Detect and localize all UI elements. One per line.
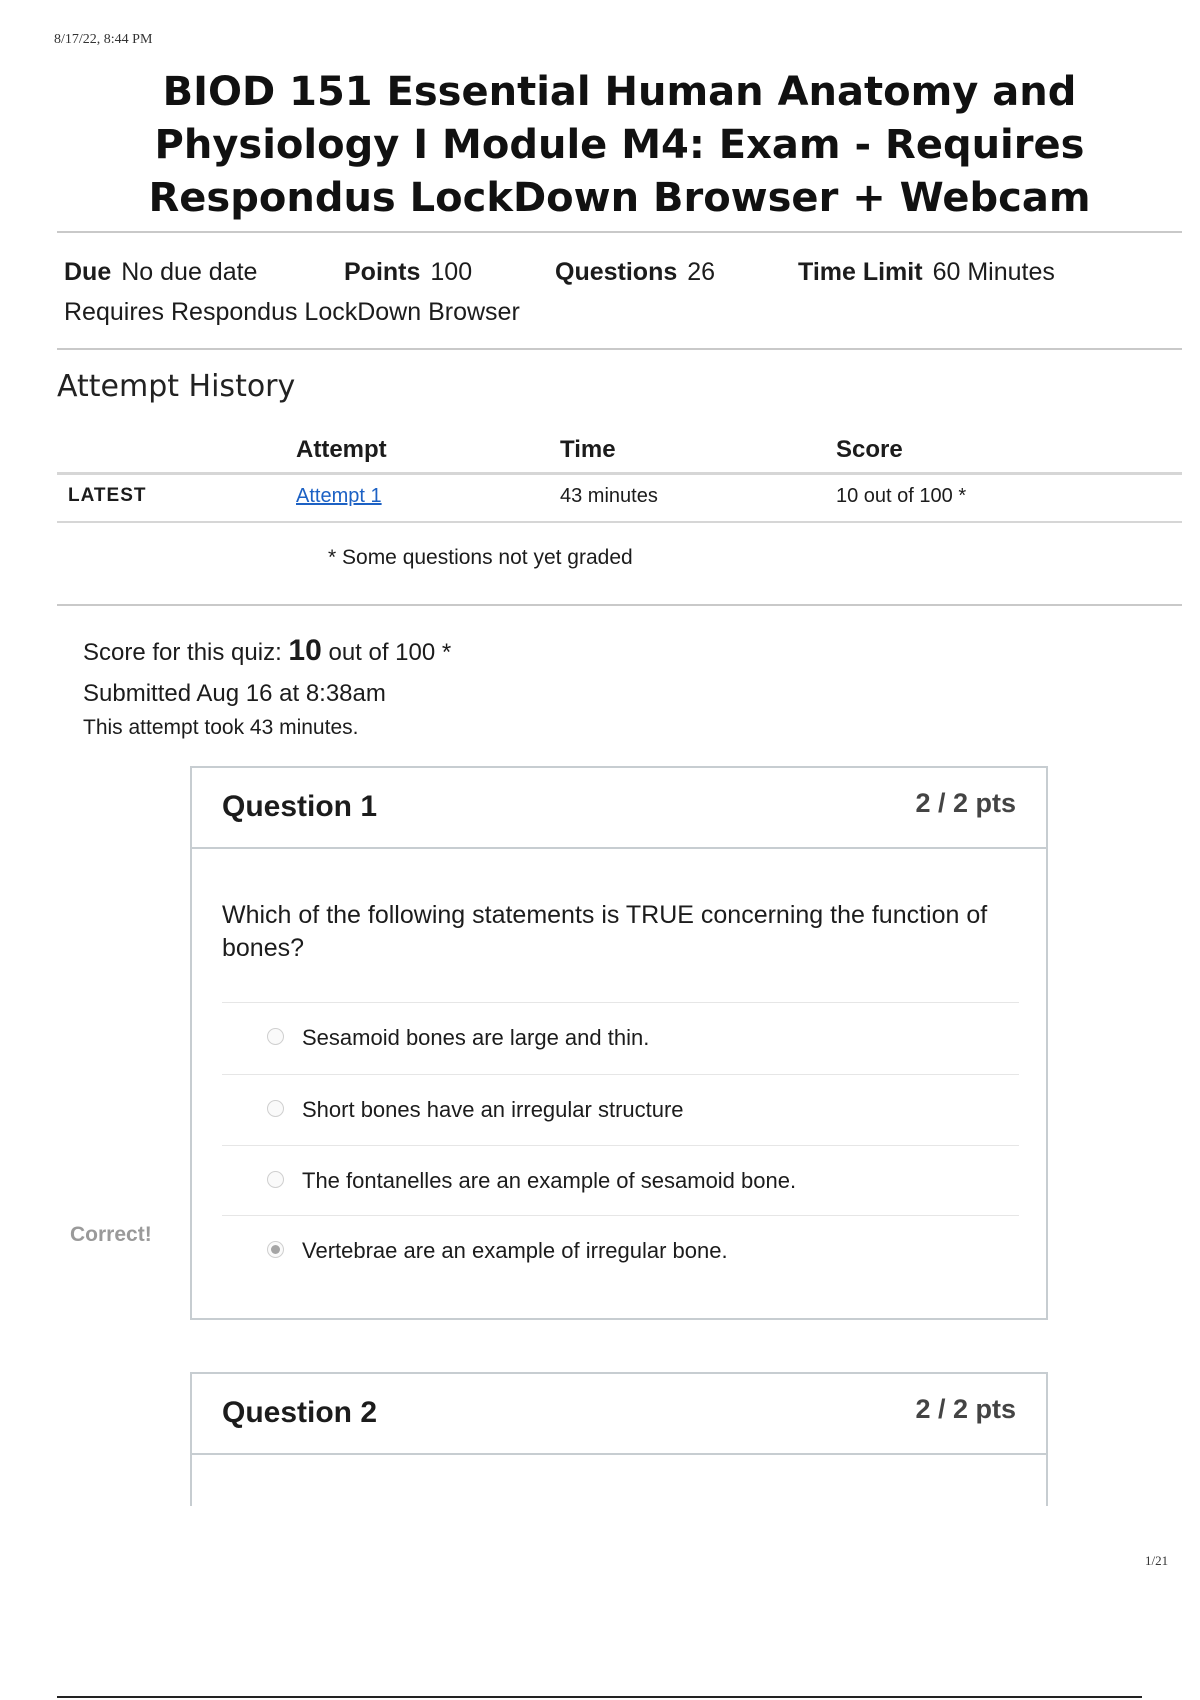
page-number: 1/21: [1145, 1553, 1169, 1568]
lockdown-note: Requires Respondus LockDown Browser: [64, 298, 520, 326]
question-2-card: [190, 1372, 1048, 1506]
radio-button[interactable]: [267, 1028, 284, 1045]
meta-points: Points 100: [344, 258, 473, 286]
answer-option[interactable]: [222, 1074, 1019, 1145]
question-1-card: [190, 766, 1048, 1320]
column-time: Time: [560, 436, 616, 463]
title-divider: [57, 231, 1182, 233]
due-value: No due date: [121, 258, 258, 286]
question-text: Which of the following statements is TRUE concerning the function of bones?: [222, 901, 988, 962]
answer-option[interactable]: [222, 1002, 1019, 1073]
radio-button[interactable]: [267, 1100, 284, 1117]
column-score: Score: [836, 436, 903, 463]
time-limit-value: 60 Minutes: [932, 258, 1055, 286]
quiz-score-value: 10: [288, 634, 322, 667]
history-divider: [57, 604, 1182, 606]
points-value: 100: [430, 258, 473, 286]
answer-label: Vertebrae are an example of irregular bone.: [302, 1238, 728, 1263]
print-date: 8/17/22, 8:44 PM: [54, 32, 153, 47]
answer-label: The fontanelles are an example of sesamoid bone.: [302, 1168, 797, 1193]
meta-questions: Questions 26: [555, 258, 716, 286]
question-header: [192, 768, 1046, 849]
column-attempt: Attempt: [296, 436, 387, 463]
attempt-duration: This attempt took 43 minutes.: [83, 716, 359, 739]
table-row-rule: [57, 521, 1182, 523]
question-title: Question 1: [222, 790, 378, 823]
answer-label: Sesamoid bones are large and thin.: [302, 1025, 650, 1050]
question-points: 2 / 2 pts: [915, 1394, 1016, 1424]
attempt-1-link[interactable]: Attempt 1: [296, 485, 382, 507]
radio-button[interactable]: [267, 1171, 284, 1188]
question-title: Question 2: [222, 1396, 378, 1429]
page-bottom-rule: [57, 1696, 1142, 1698]
latest-badge: LATEST: [68, 485, 147, 506]
answer-label: Short bones have an irregular structure: [302, 1097, 684, 1122]
meta-due: Due No due date: [64, 258, 258, 286]
meta-time-limit: Time Limit 60 Minutes: [798, 258, 1055, 286]
table-header-rule: [57, 472, 1182, 475]
question-header: [192, 1374, 1046, 1455]
quiz-score-line: Score for this quiz: 10 out of 100 *: [83, 634, 452, 667]
questions-value: 26: [687, 258, 716, 286]
page-title: BIOD 151 Essential Human Anatomy and Physiology I Module M4: Exam - Requires Respondus LockDown Browser + Webcam: [148, 69, 1091, 221]
grading-footnote: * Some questions not yet graded: [328, 546, 633, 569]
submitted-time: Submitted Aug 16 at 8:38am: [83, 680, 386, 707]
answer-option[interactable]: [222, 1145, 1019, 1216]
meta-divider: [57, 348, 1182, 350]
attempt-score: 10 out of 100 *: [836, 485, 967, 507]
question-points: 2 / 2 pts: [915, 788, 1016, 818]
answer-option-selected[interactable]: [222, 1215, 1019, 1286]
correct-flag: Correct!: [70, 1223, 152, 1246]
radio-button-selected[interactable]: [267, 1241, 284, 1258]
attempt-history-heading: Attempt History: [57, 369, 296, 404]
attempt-time: 43 minutes: [560, 485, 658, 507]
